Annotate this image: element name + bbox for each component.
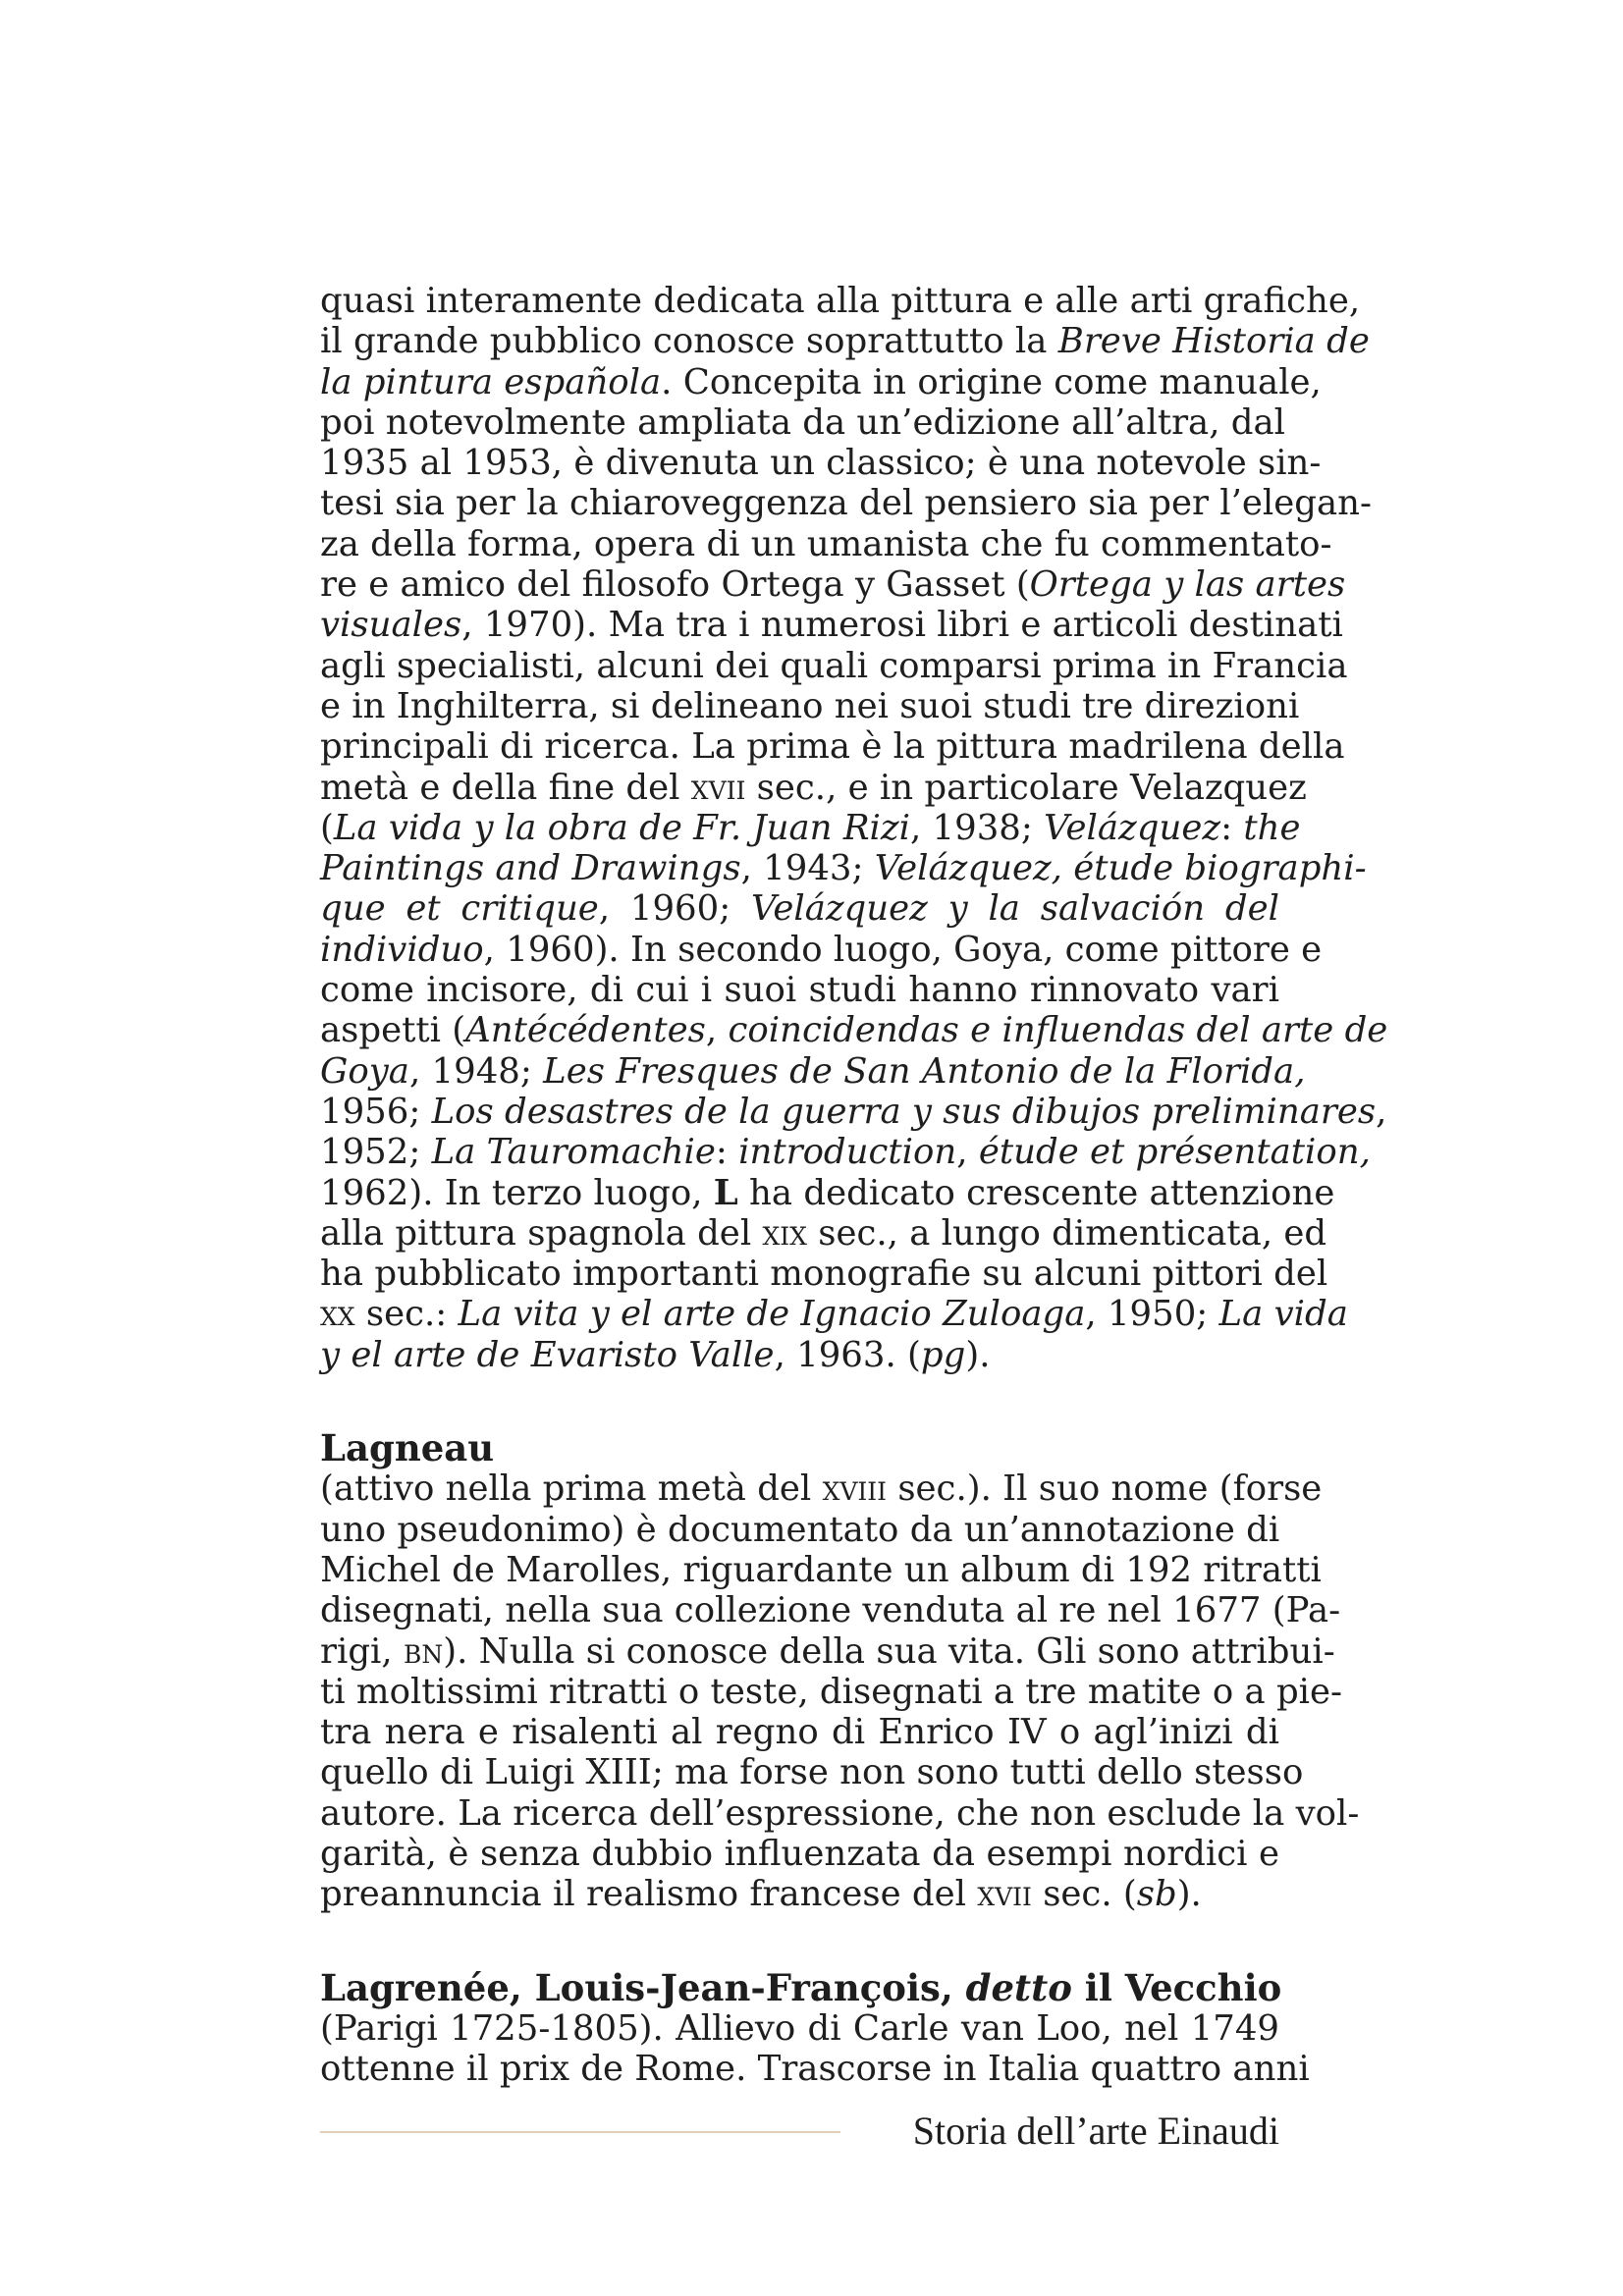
text-line bbox=[320, 1091, 1387, 1132]
footer-publisher-label: Storia dell’arte Einaudi bbox=[912, 2109, 1279, 2153]
text-run: uno pseudonimo) è documentato da un’annotazione di bbox=[320, 1509, 1280, 1550]
text-run: la pintura española bbox=[320, 361, 662, 402]
text-run: La vita y el arte de Ignacio Zuloaga bbox=[458, 1294, 1086, 1335]
text-line bbox=[320, 848, 1367, 889]
text-run: y el arte de Evaristo Valle bbox=[320, 1334, 775, 1375]
text-run: xvii bbox=[977, 1874, 1032, 1915]
text-line bbox=[320, 1834, 1279, 1874]
text-run: Velázquez bbox=[1044, 807, 1221, 848]
text-run: sec., a lungo dimenticata, ed bbox=[806, 1212, 1327, 1254]
text-line bbox=[320, 1132, 1371, 1173]
text-run: 1952; bbox=[320, 1132, 432, 1173]
text-run: sb bbox=[1136, 1874, 1177, 1915]
text-run: , 1963. ( bbox=[774, 1334, 921, 1375]
text-line bbox=[320, 2008, 1279, 2049]
text-run: Les Fresques de San Antonio de la Florida, bbox=[543, 1050, 1306, 1092]
text-run: La vida y la obra de Fr. Juan Rizi bbox=[333, 807, 910, 848]
text-run: xix bbox=[762, 1212, 807, 1254]
text-run: ha dedicato crescente attenzione bbox=[737, 1172, 1335, 1213]
text-run: detto bbox=[965, 1965, 1072, 2009]
text-run: principali di ricerca. La prima è la pittura madrilena della bbox=[320, 726, 1345, 768]
text-run: the bbox=[1243, 807, 1301, 848]
text-run: re e amico del filosofo Ortega y Gasset ( bbox=[320, 564, 1030, 606]
text-line bbox=[320, 1254, 1328, 1295]
text-line bbox=[320, 1792, 1360, 1834]
text-line bbox=[320, 401, 1286, 443]
text-run: (Parigi 1725-1805). Allievo di Carle van Loo, nel 1749 bbox=[320, 2007, 1279, 2049]
text-run: xviii bbox=[822, 1468, 888, 1510]
text-run: étude et présentation, bbox=[978, 1132, 1371, 1173]
text-run: metà e della fine del bbox=[320, 767, 691, 808]
text-run: La Tauromachie bbox=[431, 1132, 716, 1173]
text-run: aspetti ( bbox=[320, 1010, 466, 1051]
text-run: que et critique bbox=[320, 888, 599, 930]
text-run: , bbox=[1376, 1091, 1387, 1132]
footer-rule bbox=[320, 2131, 840, 2133]
text-run: ha pubblicato importanti monografie su alcuni pittori del bbox=[320, 1254, 1328, 1295]
text-run: Velázquez y la salvación del bbox=[750, 888, 1279, 930]
text-run: 1962). In terzo luogo, bbox=[320, 1172, 714, 1213]
text-run: autore. La ricerca dell’espressione, che non esclude la vol- bbox=[320, 1792, 1360, 1834]
text-run: visuales bbox=[320, 605, 462, 646]
text-run: , 1943; bbox=[740, 848, 875, 889]
text-run: quello di Luigi XIII; ma forse non sono tutti dello stesso bbox=[320, 1752, 1304, 1793]
text-line bbox=[320, 281, 1361, 321]
text-run: 1956; bbox=[320, 1091, 432, 1132]
paragraph-gap bbox=[320, 1375, 1279, 1428]
text-run: ). bbox=[1176, 1874, 1202, 1915]
text-run: coincidendas e influendas del arte de bbox=[728, 1010, 1388, 1051]
text-run: L bbox=[713, 1172, 738, 1213]
text-run: , 1938; bbox=[909, 807, 1045, 848]
text-line bbox=[320, 1212, 1327, 1254]
entry-heading-lagrenee bbox=[320, 1965, 1282, 2009]
page-body bbox=[320, 281, 1388, 2090]
text-run: ( bbox=[320, 807, 334, 848]
text-run: il Vecchio bbox=[1071, 1965, 1282, 2009]
text-run: , 1960; bbox=[598, 888, 751, 930]
text-run: alla pittura spagnola del bbox=[320, 1212, 763, 1254]
text-line bbox=[320, 2049, 1310, 2090]
text-line bbox=[320, 1712, 1279, 1752]
text-line bbox=[320, 1050, 1306, 1092]
text-line bbox=[320, 1172, 1335, 1213]
text-run: Ortega y las artes bbox=[1029, 564, 1346, 606]
text-run: , 1960). In secondo luogo, Goya, come pittore e bbox=[483, 929, 1323, 970]
entry-lagneau-body bbox=[320, 1468, 1360, 1915]
text-run: tra nera e risalenti al regno di Enrico IV o agl’inizi di bbox=[320, 1712, 1279, 1753]
text-run: come incisore, di cui i suoi studi hanno rinnovato vari bbox=[320, 970, 1279, 1011]
entry-velazquez-continuation bbox=[320, 281, 1388, 1375]
text-run: pg bbox=[920, 1334, 966, 1375]
entry-lagrenee-body bbox=[320, 2007, 1310, 2090]
text-line bbox=[320, 1630, 1335, 1672]
text-run: ). Nulla si conosce della sua vita. Gli sono attribui- bbox=[443, 1630, 1335, 1672]
text-line bbox=[320, 523, 1332, 564]
text-run: tesi sia per la chiaroveggenza del pensiero sia per l’elegan- bbox=[320, 483, 1373, 524]
text-run: Antécédentes bbox=[465, 1010, 706, 1051]
entry-heading-lagneau: Lagneau bbox=[320, 1426, 495, 1470]
text-run: preannuncia il realismo francese del bbox=[320, 1874, 978, 1915]
text-run: : bbox=[1220, 807, 1244, 848]
text-line bbox=[320, 645, 1348, 686]
text-line bbox=[320, 564, 1346, 606]
text-line bbox=[320, 1294, 1348, 1335]
text-run: Michel de Marolles, riguardante un album di 192 ritratti bbox=[320, 1549, 1322, 1590]
text-run: ). bbox=[965, 1334, 991, 1375]
text-line bbox=[320, 361, 1322, 402]
text-run: Breve Historia de bbox=[1057, 321, 1370, 362]
paragraph-gap bbox=[320, 1915, 1279, 1968]
text-line bbox=[320, 888, 1279, 929]
text-run: bn bbox=[403, 1630, 444, 1672]
text-line bbox=[320, 1874, 1279, 1914]
text-run: sec.). Il suo nome (forse bbox=[887, 1468, 1323, 1510]
text-line bbox=[320, 1335, 1279, 1375]
text-run: 1935 al 1953, è divenuta un classico; è una notevole sin- bbox=[320, 443, 1322, 484]
text-line bbox=[320, 685, 1300, 726]
text-line bbox=[320, 1468, 1323, 1510]
text-line bbox=[320, 1671, 1343, 1712]
text-run: quasi interamente dedicata alla pittura e alle arti grafiche, bbox=[320, 281, 1361, 321]
text-run: , bbox=[956, 1132, 979, 1173]
text-line bbox=[320, 1549, 1322, 1590]
text-run: . Concepita in origine come manuale, bbox=[661, 361, 1322, 402]
page-footer bbox=[320, 2108, 1279, 2157]
text-line bbox=[320, 1590, 1341, 1631]
text-line bbox=[320, 321, 1370, 362]
text-run: agli specialisti, alcuni dei quali comparsi prima in Francia bbox=[320, 645, 1348, 686]
text-line bbox=[320, 807, 1301, 848]
text-run: disegnati, nella sua collezione venduta al re nel 1677 (Pa- bbox=[320, 1590, 1341, 1631]
text-line bbox=[320, 443, 1322, 484]
text-run: Los desastres de la guerra y sus dibujos preliminares bbox=[431, 1091, 1377, 1132]
text-run: ti moltissimi ritratti o teste, disegnati a tre matite o a pie- bbox=[320, 1671, 1343, 1712]
text-run: xvii bbox=[690, 767, 746, 808]
text-run: individuo bbox=[320, 929, 484, 970]
text-run: xx bbox=[320, 1294, 355, 1335]
text-run: : bbox=[715, 1132, 739, 1173]
text-run: sec., e in particolare Velazquez bbox=[745, 767, 1307, 808]
text-run: , 1948; bbox=[408, 1050, 544, 1092]
text-run: Velázquez, étude biographi- bbox=[874, 848, 1367, 889]
text-run: , 1950; bbox=[1085, 1294, 1219, 1335]
text-run: Lagrenée, Louis-Jean-François, bbox=[320, 1965, 966, 2009]
text-run: sec.: bbox=[354, 1294, 459, 1335]
text-run: Paintings and Drawings bbox=[320, 848, 741, 889]
text-run: introduction bbox=[738, 1132, 957, 1173]
text-run: rigi, bbox=[320, 1630, 404, 1672]
text-run: sec. ( bbox=[1031, 1874, 1137, 1915]
text-run: , bbox=[705, 1010, 729, 1051]
text-line bbox=[320, 970, 1279, 1010]
text-run: garità, è senza dubbio influenzata da esempi nordici e bbox=[320, 1833, 1279, 1874]
text-run: poi notevolmente ampliata da un’edizione all’altra, dal bbox=[320, 401, 1286, 443]
text-run: ottenne il prix de Rome. Trascorse in Italia quattro anni bbox=[320, 2049, 1310, 2090]
text-line bbox=[320, 605, 1343, 646]
text-run: za della forma, opera di un umanista che fu commentato- bbox=[320, 523, 1332, 564]
text-run: La vida bbox=[1218, 1294, 1348, 1335]
text-run: Goya bbox=[320, 1050, 409, 1092]
text-run: (attivo nella prima metà del bbox=[320, 1468, 823, 1510]
text-run: , 1970). Ma tra i numerosi libri e articoli destinati bbox=[461, 605, 1343, 646]
text-line bbox=[320, 483, 1373, 524]
text-line bbox=[320, 1510, 1279, 1550]
text-line bbox=[320, 726, 1345, 768]
text-line bbox=[320, 929, 1323, 970]
text-run: il grande pubblico conosce soprattutto la bbox=[320, 321, 1058, 362]
text-line bbox=[320, 1010, 1388, 1051]
text-run: e in Inghilterra, si delineano nei suoi studi tre direzioni bbox=[320, 685, 1300, 726]
text-line bbox=[320, 1752, 1304, 1793]
text-line bbox=[320, 767, 1307, 808]
